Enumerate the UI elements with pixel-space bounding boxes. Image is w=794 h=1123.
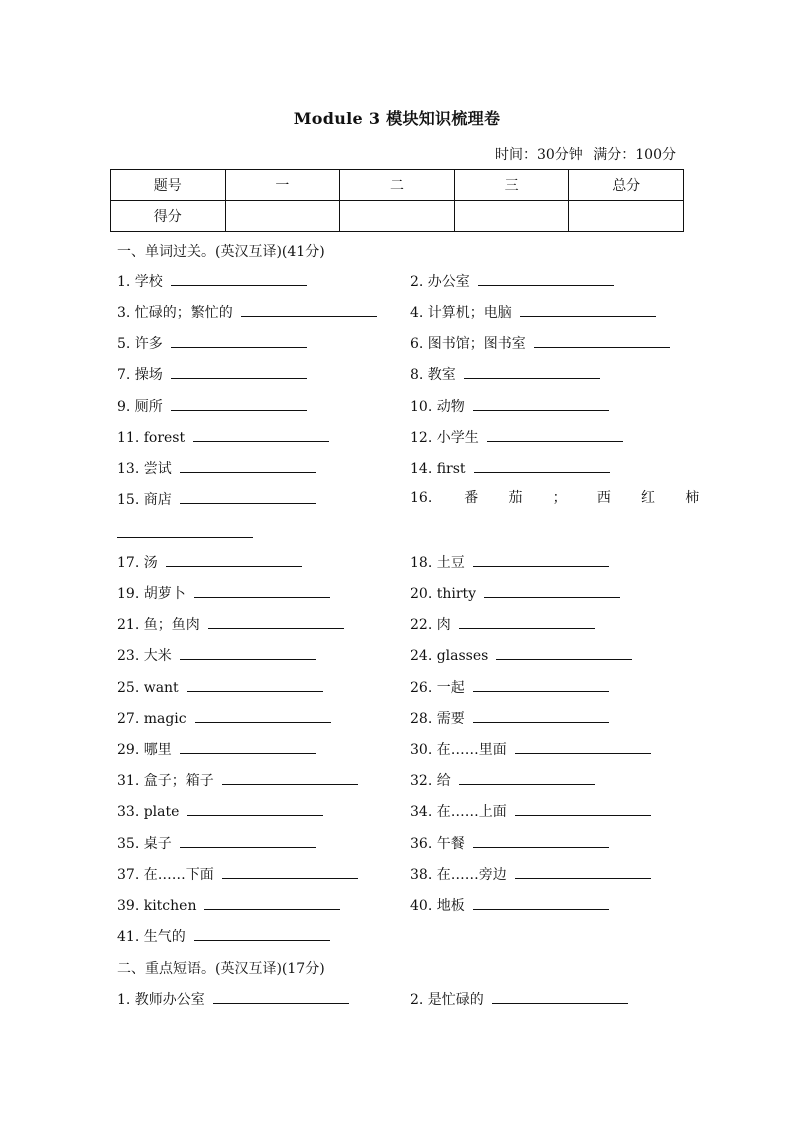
vocab-item-label: 26. 一起 bbox=[410, 680, 465, 696]
vocab-item bbox=[410, 271, 614, 291]
vocab-item-label: 19. 胡萝卜 bbox=[117, 586, 186, 602]
vocab-item bbox=[410, 302, 656, 322]
vocab-item-label: 35. 桌子 bbox=[117, 836, 172, 852]
vocab-item-label: 27. magic bbox=[117, 711, 187, 727]
vocab-item-label: 2. 办公室 bbox=[410, 274, 470, 290]
vocab-item bbox=[117, 271, 307, 291]
vocab-item bbox=[117, 895, 340, 915]
vocab-item bbox=[117, 833, 316, 853]
score-table bbox=[110, 169, 684, 232]
vocab-item bbox=[410, 801, 651, 821]
vocab-item-label: 32. 给 bbox=[410, 773, 451, 789]
vocab-item bbox=[117, 614, 344, 634]
vocab-item-label: 40. 地板 bbox=[410, 898, 465, 914]
vocab-item bbox=[410, 614, 595, 634]
vocab-item-label: 17. 汤 bbox=[117, 555, 158, 571]
header-cell: 一 bbox=[225, 170, 340, 201]
phrase-item bbox=[410, 989, 628, 1009]
vocab-item-label: 41. 生气的 bbox=[117, 929, 186, 945]
answer-blank[interactable] bbox=[187, 677, 323, 692]
answer-blank[interactable] bbox=[459, 614, 595, 629]
answer-blank[interactable] bbox=[222, 770, 358, 785]
vocab-item-label: 34. 在……上面 bbox=[410, 804, 507, 820]
vocab-item-label: 3. 忙碌的；繁忙的 bbox=[117, 305, 233, 321]
answer-blank[interactable] bbox=[194, 583, 330, 598]
vocab-item bbox=[117, 396, 307, 416]
answer-blank[interactable] bbox=[171, 396, 307, 411]
time-limit: 时间：30分钟 bbox=[494, 147, 583, 163]
header-cell: 三 bbox=[454, 170, 569, 201]
score-table-score-row bbox=[111, 201, 684, 232]
vocab-item bbox=[117, 708, 331, 728]
vocab-item bbox=[117, 926, 330, 946]
answer-blank[interactable] bbox=[473, 708, 609, 723]
vocab-char: 柿 bbox=[685, 490, 700, 506]
vocab-item-label: 9. 厕所 bbox=[117, 399, 163, 415]
full-score: 满分：100分 bbox=[593, 147, 676, 163]
answer-blank[interactable] bbox=[474, 458, 610, 473]
vocab-item bbox=[117, 864, 358, 884]
vocab-item-label: 39. kitchen bbox=[117, 898, 197, 914]
header-cell: 二 bbox=[340, 170, 455, 201]
vocab-item-label: 28. 需要 bbox=[410, 711, 465, 727]
answer-blank[interactable] bbox=[194, 926, 330, 941]
vocab-item bbox=[410, 864, 651, 884]
answer-blank[interactable] bbox=[208, 614, 344, 629]
vocab-char: 红 bbox=[641, 490, 656, 506]
answer-blank[interactable] bbox=[478, 271, 614, 286]
vocab-item-label: 38. 在……旁边 bbox=[410, 867, 507, 883]
answer-blank[interactable] bbox=[515, 801, 651, 816]
vocab-item bbox=[410, 396, 609, 416]
vocab-item bbox=[410, 708, 609, 728]
exam-meta bbox=[489, 144, 676, 164]
vocab-item bbox=[117, 489, 316, 509]
vocab-item-label: 23. 大米 bbox=[117, 648, 172, 664]
answer-blank[interactable] bbox=[193, 427, 329, 442]
vocab-item-label: 22. 肉 bbox=[410, 617, 451, 633]
score-entry-cell[interactable] bbox=[225, 201, 340, 232]
answer-blank[interactable] bbox=[464, 364, 600, 379]
vocab-item bbox=[410, 489, 699, 507]
answer-blank[interactable] bbox=[484, 583, 620, 598]
vocab-item bbox=[410, 895, 609, 915]
phrase-item bbox=[117, 989, 349, 1009]
answer-blank[interactable] bbox=[180, 645, 316, 660]
vocab-item-label: 4. 计算机；电脑 bbox=[410, 305, 512, 321]
vocab-item-label: 30. 在……里面 bbox=[410, 742, 507, 758]
answer-blank[interactable] bbox=[241, 302, 377, 317]
answer-blank[interactable] bbox=[180, 489, 316, 504]
answer-blank[interactable] bbox=[117, 536, 253, 538]
vocab-item bbox=[117, 333, 307, 353]
vocab-item-label: 12. 小学生 bbox=[410, 430, 479, 446]
vocab-item bbox=[410, 833, 609, 853]
vocab-item bbox=[410, 364, 600, 384]
header-cell: 题号 bbox=[111, 170, 226, 201]
vocab-item-label: 24. glasses bbox=[410, 648, 489, 664]
phrase-item-label: 2. 是忙碌的 bbox=[410, 992, 484, 1008]
answer-blank[interactable] bbox=[496, 645, 632, 660]
answer-blank[interactable] bbox=[180, 833, 316, 848]
vocab-item bbox=[410, 427, 623, 447]
answer-blank[interactable] bbox=[180, 458, 316, 473]
score-entry-cell[interactable] bbox=[340, 201, 455, 232]
answer-blank[interactable] bbox=[473, 895, 609, 910]
answer-blank[interactable] bbox=[520, 302, 656, 317]
vocab-item bbox=[117, 427, 329, 447]
vocab-item-text bbox=[464, 489, 699, 507]
answer-blank[interactable] bbox=[534, 333, 670, 348]
answer-blank[interactable] bbox=[204, 895, 340, 910]
answer-blank[interactable] bbox=[473, 396, 609, 411]
vocab-item bbox=[410, 458, 610, 478]
answer-blank[interactable] bbox=[180, 739, 316, 754]
score-label-cell: 得分 bbox=[111, 201, 226, 232]
vocab-item-label: 37. 在……下面 bbox=[117, 867, 214, 883]
vocab-item-label: 25. want bbox=[117, 680, 179, 696]
section-2-heading: 二、重点短语。(英汉互译)(17分) bbox=[117, 961, 325, 977]
vocab-item-label: 6. 图书馆；图书室 bbox=[410, 336, 526, 352]
answer-blank[interactable] bbox=[492, 989, 628, 1004]
answer-blank[interactable] bbox=[195, 708, 331, 723]
vocab-item bbox=[117, 583, 330, 603]
vocab-item bbox=[117, 770, 358, 790]
phrase-item-label: 1. 教师办公室 bbox=[117, 992, 205, 1008]
vocab-item-label: 29. 哪里 bbox=[117, 742, 172, 758]
answer-blank[interactable] bbox=[473, 833, 609, 848]
vocab-item bbox=[410, 583, 620, 603]
section-1-heading: 一、单词过关。(英汉互译)(41分) bbox=[117, 244, 325, 260]
vocab-item-label: 21. 鱼；鱼肉 bbox=[117, 617, 200, 633]
score-entry-cell[interactable] bbox=[454, 201, 569, 232]
answer-blank[interactable] bbox=[213, 989, 349, 1004]
vocab-item bbox=[117, 677, 323, 697]
vocab-item-label: 11. forest bbox=[117, 430, 186, 446]
page-title: Module 3 模块知识梳理卷 bbox=[293, 109, 501, 128]
vocab-item-label: 5. 许多 bbox=[117, 336, 163, 352]
vocab-char: 茄 bbox=[508, 490, 523, 506]
vocab-item bbox=[410, 739, 651, 759]
answer-blank[interactable] bbox=[487, 427, 623, 442]
score-table-header-row bbox=[111, 170, 684, 201]
vocab-char: ； bbox=[552, 490, 567, 506]
answer-blank[interactable] bbox=[171, 271, 307, 286]
vocab-item bbox=[117, 739, 316, 759]
answer-blank[interactable] bbox=[171, 364, 307, 379]
vocab-item bbox=[117, 552, 302, 572]
score-entry-cell[interactable] bbox=[569, 201, 684, 232]
answer-blank[interactable] bbox=[473, 552, 609, 567]
vocab-item-label: 7. 操场 bbox=[117, 367, 163, 383]
vocab-char: 番 bbox=[464, 490, 479, 506]
header-cell: 总分 bbox=[569, 170, 684, 201]
vocab-item bbox=[117, 458, 316, 478]
vocab-item-label: 36. 午餐 bbox=[410, 836, 465, 852]
vocab-item-label: 33. plate bbox=[117, 804, 180, 820]
answer-blank[interactable] bbox=[473, 677, 609, 692]
vocab-char: 西 bbox=[596, 490, 611, 506]
vocab-item bbox=[117, 364, 307, 384]
vocab-item-label: 13. 尝试 bbox=[117, 461, 172, 477]
vocab-item-label: 16. bbox=[410, 490, 433, 506]
vocab-item bbox=[117, 302, 377, 322]
answer-blank[interactable] bbox=[166, 552, 302, 567]
vocab-item bbox=[117, 645, 316, 665]
vocab-item bbox=[117, 801, 323, 821]
vocab-item-label: 10. 动物 bbox=[410, 399, 465, 415]
answer-blank[interactable] bbox=[515, 739, 651, 754]
vocab-item bbox=[410, 677, 609, 697]
vocab-item-label: 18. 土豆 bbox=[410, 555, 465, 571]
answer-blank[interactable] bbox=[187, 801, 323, 816]
vocab-item-label: 31. 盒子；箱子 bbox=[117, 773, 214, 789]
answer-blank[interactable] bbox=[222, 864, 358, 879]
vocab-item bbox=[410, 770, 595, 790]
answer-blank[interactable] bbox=[515, 864, 651, 879]
vocab-item-label: 1. 学校 bbox=[117, 274, 163, 290]
vocab-item bbox=[410, 552, 609, 572]
vocab-item-label: 8. 教室 bbox=[410, 367, 456, 383]
vocab-item-label: 14. first bbox=[410, 461, 466, 477]
answer-blank[interactable] bbox=[459, 770, 595, 785]
vocab-item bbox=[410, 645, 632, 665]
vocab-item-label: 15. 商店 bbox=[117, 492, 172, 508]
answer-blank[interactable] bbox=[171, 333, 307, 348]
vocab-item bbox=[410, 333, 670, 353]
vocab-item-label: 20. thirty bbox=[410, 586, 477, 602]
